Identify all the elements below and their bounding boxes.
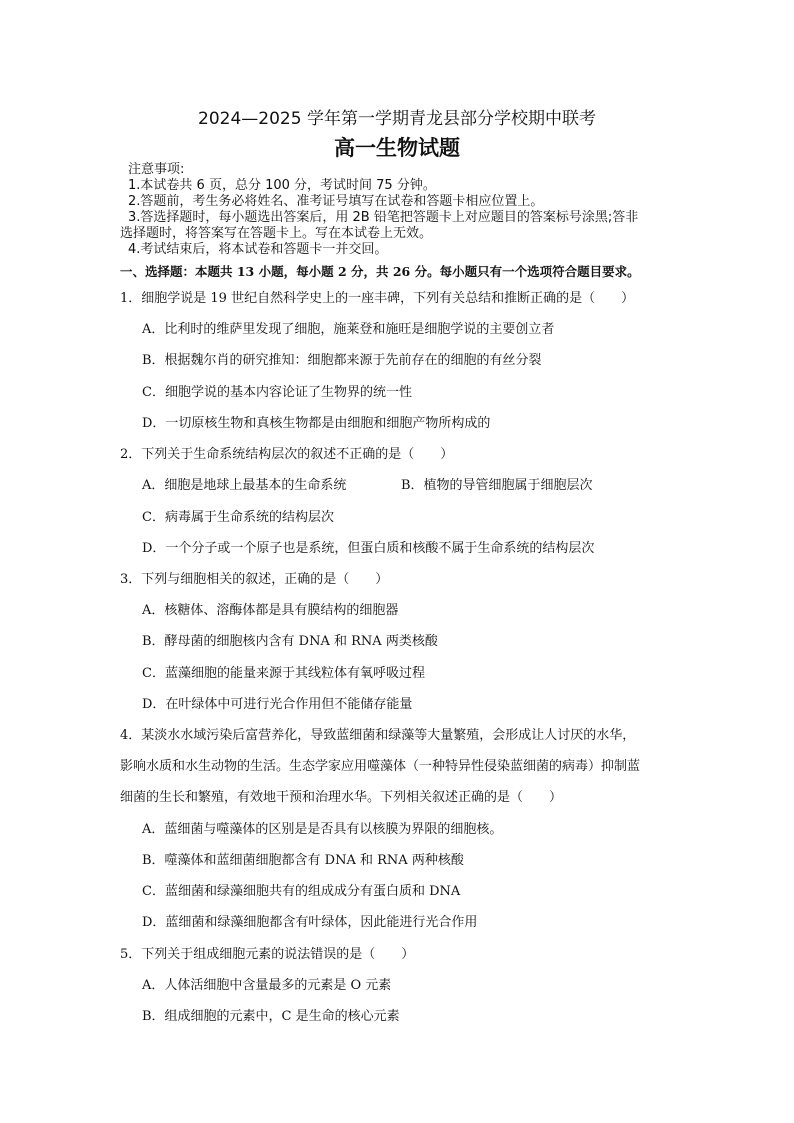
- subject-title: 高一生物试题: [334, 136, 460, 160]
- notice-item-4: 4.考试结束后，将本试卷和答题卡一并交回。: [128, 242, 388, 257]
- option-b: B．根据魏尔肖的研究推知：细胞都来源于先前存在的细胞的有丝分裂: [142, 353, 542, 368]
- option-c: C．病毒属于生命系统的结构层次: [142, 510, 334, 525]
- option-d: D．一切原核生物和真核生物都是由细胞和细胞产物所构成的: [142, 416, 491, 431]
- option-c: C．蓝藻细胞的能量来源于其线粒体有氧呼吸过程: [142, 666, 425, 681]
- question-stem-line-3: 细菌的生长和繁殖，有效地干预和治理水华。下列相关叙述正确的是（ ）: [120, 790, 563, 805]
- question-stem: 1．细胞学说是 19 世纪自然科学史上的一座丰碑，下列有关总结和推断正确的是（ ）: [120, 291, 635, 306]
- notice-item-3-line-1: 3.答选择题时，每小题选出答案后，用 2B 铅笔把答题卡上对应题目的答案标号涂黑;答非: [128, 210, 639, 225]
- option-a: A．人体活细胞中含量最多的元素是 O 元素: [142, 978, 392, 993]
- question-stem-line-1: 4．某淡水水域污染后富营养化，导致蓝细菌和绿藻等大量繁殖，会形成让人讨厌的水华，: [120, 728, 636, 743]
- question-stem: 2．下列关于生命系统结构层次的叙述不正确的是（ ）: [120, 447, 454, 462]
- option-d: D．蓝细菌和绿藻细胞都含有叶绿体，因此能进行光合作用: [142, 915, 478, 930]
- question-stem: 5．下列关于组成细胞元素的说法错误的是（ ）: [120, 947, 415, 962]
- section-heading: 一、选择题：本题共 13 小题，每小题 2 分，共 26 分。每小题只有一个选项符合题目要求。: [120, 264, 640, 279]
- option-b: B．酵母菌的细胞核内含有 DNA 和 RNA 两类核酸: [142, 634, 438, 649]
- option-b: B．噬藻体和蓝细菌细胞都含有 DNA 和 RNA 两种核酸: [142, 853, 464, 868]
- option-d: D．在叶绿体中可进行光合作用但不能储存能量: [142, 697, 413, 712]
- option-a: A．蓝细菌与噬藻体的区别是是否具有以核膜为界限的细胞核。: [142, 822, 503, 837]
- notice-heading: 注意事项:: [128, 162, 185, 177]
- option-a: A．细胞是地球上最基本的生命系统: [142, 478, 347, 493]
- notice-item-3-line-2: 选择题时，将答案写在答题卡上。写在本试卷上无效。: [120, 226, 433, 241]
- option-c: C．细胞学说的基本内容论证了生物界的统一性: [142, 385, 412, 400]
- option-b: B．植物的导管细胞属于细胞层次: [401, 478, 593, 493]
- question-stem: 3．下列与细胞相关的叙述，正确的是（ ）: [120, 572, 389, 587]
- question-stem-line-2: 影响水质和水生动物的生活。生态学家应用噬藻体（一种特异性侵染蓝细菌的病毒）抑制蓝: [120, 759, 641, 774]
- notice-item-2: 2.答题前，考生务必将姓名、准考证号填写在试卷和答题卡相应位置上。: [128, 194, 544, 209]
- option-a: A．核糖体、溶酶体都是具有膜结构的细胞器: [142, 603, 399, 618]
- option-b: B．组成细胞的元素中，C 是生命的核心元素: [142, 1009, 400, 1024]
- notice-item-1: 1.本试卷共 6 页，总分 100 分，考试时间 75 分钟。: [128, 178, 436, 193]
- option-a: A．比利时的维萨里发现了细胞，施莱登和施旺是细胞学说的主要创立者: [142, 322, 555, 337]
- option-d: D．一个分子或一个原子也是系统，但蛋白质和核酸不属于生命系统的结构层次: [142, 541, 595, 556]
- option-c: C．蓝细菌和绿藻细胞共有的组成成分有蛋白质和 DNA: [142, 884, 461, 899]
- exam-title: 2024—2025 学年第一学期青龙县部分学校期中联考: [198, 109, 596, 129]
